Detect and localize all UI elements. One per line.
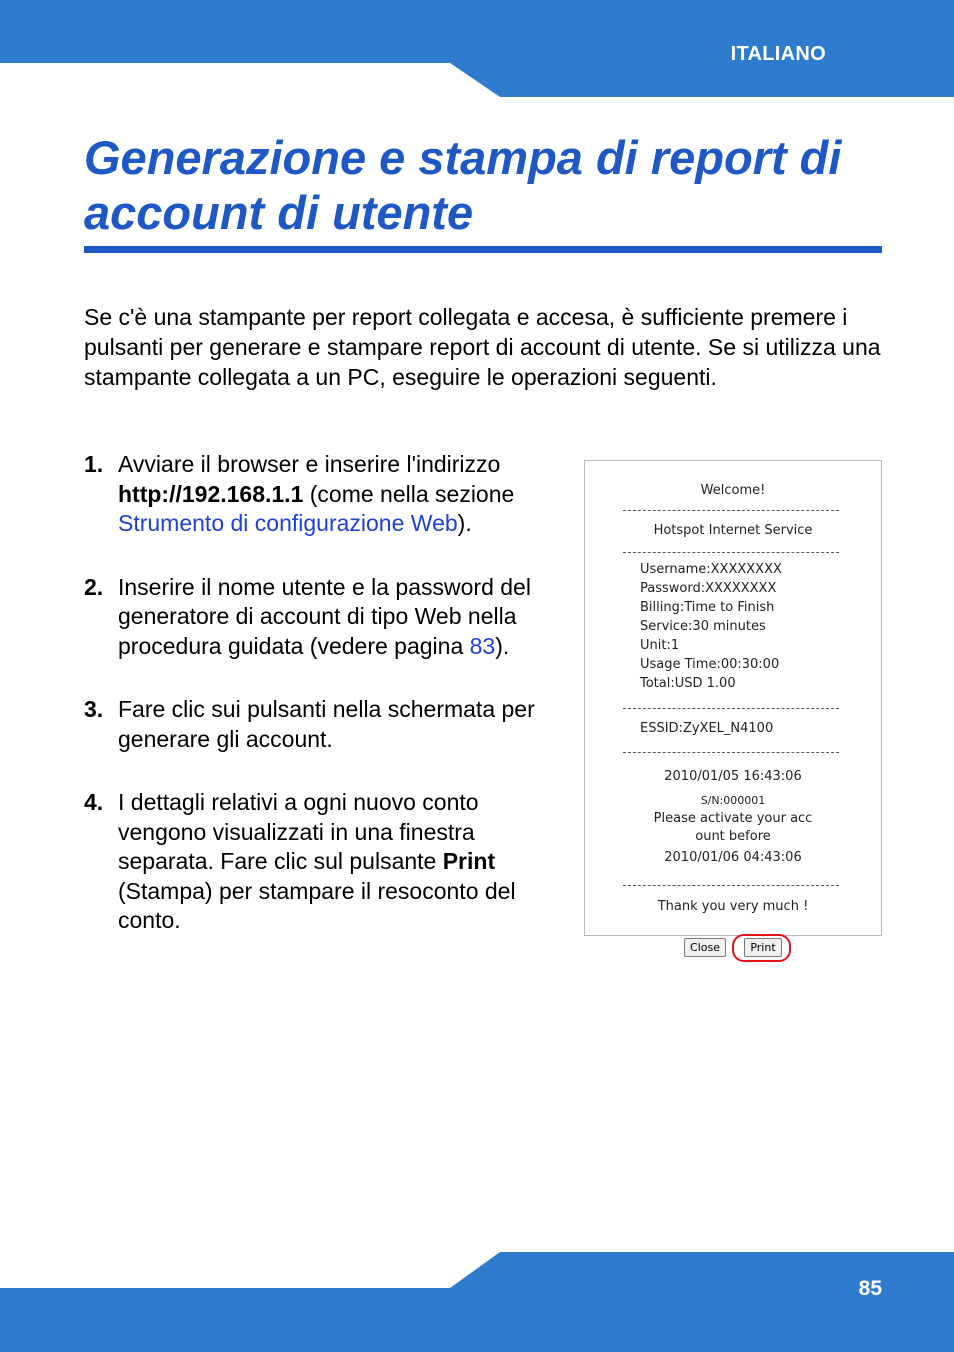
receipt-welcome: Welcome! [700,483,766,498]
receipt-service: Service:30 minutes [640,619,766,634]
receipt-thanks: Thank you very much ! [657,899,809,914]
steps-list [84,450,564,970]
step-text: ). [457,510,472,536]
receipt-divider [623,708,839,709]
step-number: 2. [84,573,104,600]
step-2 [84,573,564,662]
step-text: (come nella sezione [303,480,515,507]
step-text: ). [495,632,510,659]
step-number: 4. [84,789,104,815]
receipt-usage-time: Usage Time:00:30:00 [640,657,780,672]
step-number: 1. [84,451,104,477]
footer-band [0,1252,954,1352]
receipt-divider [623,552,839,553]
step-text: (Stampa) per stampare il resoconto del conto. [118,877,516,933]
url-text: http://192.168.1.1 [118,480,304,507]
step-text: I dettagli relativi a ogni nuovo conto vengono visualizzati in una finestra separata. Fare clic sul pulsante [118,789,479,874]
receipt-window [584,460,882,936]
step-text: Avviare il browser e inserire l'indirizzo [118,451,501,477]
close-button[interactable]: Close [684,938,726,957]
title-rule [84,246,882,253]
language-label: ITALIANO [730,43,826,65]
receipt-activate-line2: ount before [695,829,771,844]
page-link[interactable]: 83 [469,632,496,659]
receipt-service-name: Hotspot Internet Service [653,523,813,538]
receipt-divider [623,752,839,753]
step-text: Inserire il nome utente e la password del generatore di account di tipo Web nella procedura guidata (vedere pagina [118,573,531,659]
section-link[interactable]: Strumento di configurazione Web [118,510,458,536]
receipt-expires: 2010/01/06 04:43:06 [664,850,802,865]
step-3 [84,695,564,754]
page-title: Generazione e stampa di report di account di utente [84,131,842,239]
print-word: Print [442,848,496,874]
receipt-username: Username:XXXXXXXX [640,562,782,577]
receipt-serial: S/N:000001 [700,794,766,807]
print-button[interactable]: Print [744,938,782,957]
intro-paragraph: Se c'è una stampante per report collegata e accesa, è sufficiente premere i pulsanti per generare e stampare report di account di utente. Se si utilizza una stampante collegata a un PC, eseguire le operazioni seguenti. [84,304,881,390]
receipt-divider [623,885,839,886]
receipt-password: Password:XXXXXXXX [640,581,777,596]
receipt-unit: Unit:1 [640,638,680,653]
receipt-total: Total:USD 1.00 [640,676,736,691]
step-number: 3. [84,696,104,722]
receipt-divider [623,510,839,511]
receipt-created: 2010/01/05 16:43:06 [664,769,802,784]
page-number: 85 [858,1277,882,1300]
step-4 [84,788,564,936]
receipt-activate-line1: Please activate your acc [653,811,813,826]
step-text: Fare clic sui pulsanti nella schermata per generare gli account. [118,696,535,752]
step-1 [84,450,564,539]
print-highlight-circle [732,934,791,962]
receipt-essid: ESSID:ZyXEL_N4100 [640,721,774,736]
receipt-billing: Billing:Time to Finish [640,600,775,615]
